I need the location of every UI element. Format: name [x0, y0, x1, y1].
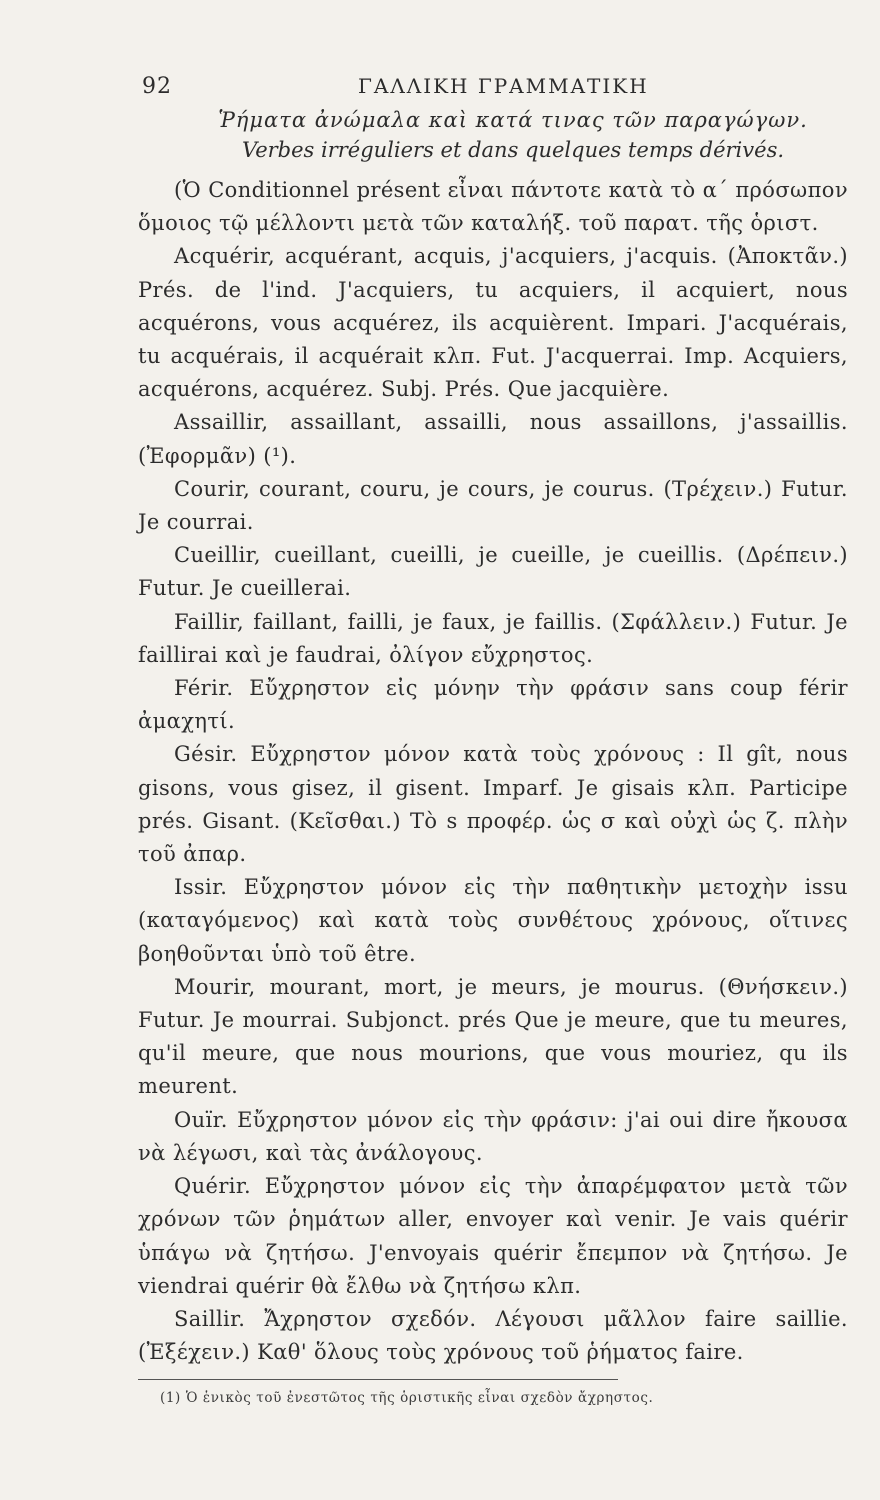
- paragraph-cueillir: Cueillir, cueillant, cueilli, je cueille, je cueillis. (Δρέπειν.) Futur. Je cueillerai.: [138, 543, 848, 601]
- paragraph-acquerir: Acquérir, acquérant, acquis, j'acquiers, j'acquis. (Ἀποκτᾶν.) Prés. de l'ind. J'acquiers, tu acquiers, il acquiert, nous acquérons, vous acquérez, ils acquièrent. Impari. J'acquérais, tu acquérais, il acquérait κλπ. Fut. J'acquerrai. Imp. Acquiers, acquérons, acquérez. Subj. Prés. Que jacquière.: [138, 244, 848, 402]
- running-title: ΓΑΛΛΙΚΗ ΓΡΑΜΜΑΤΙΚΗ: [358, 74, 649, 98]
- section-heading-greek: Ῥήματα ἀνώμαλα καὶ κατά τινας τῶν παραγώγων.: [218, 108, 808, 132]
- paragraph-querir: Quérir. Εὔχρηστον μόνον εἰς τὴν ἀπαρέμφατον μετὰ τῶν χρόνων τῶν ῥημάτων aller, envoyer καὶ venir. Je vais quérir ὑπάγω νὰ ζητήσω. J'envoyais quérir ἔπεμπον νὰ ζητήσω. Je viendrai quérir θὰ ἔλθω νὰ ζητήσω κλπ.: [138, 1174, 848, 1298]
- paragraph-gesir: Gésir. Εὔχρηστον μόνον κατὰ τοὺς χρόνους : Il gît, nous gisons, vous gisez, il gisent. Imparf. Je gisais κλπ. Participe prés. Gisant. (Κεῖσθαι.) Τὸ s προφέρ. ὡς σ καὶ οὐχὶ ὡς ζ. πλὴν τοῦ ἀπαρ.: [138, 742, 848, 867]
- paragraph-conditionnel-note: (Ὁ Conditionnel présent εἶναι πάντοτε κατὰ τὸ α΄ πρόσωπον ὅμοιος τῷ μέλλοντι μετὰ τῶν καταλήξ. τοῦ παρατ. τῆς ὁριστ.: [138, 178, 848, 236]
- paragraph-saillir: Saillir. Ἄχρηστον σχεδόν. Λέγουσι μᾶλλον faire saillie. (Ἐξέχειν.) Καθ' ὅλους τοὺς χρόνους τοῦ ῥήματος faire.: [138, 1306, 848, 1365]
- paragraph-courir: Courir, courant, couru, je cours, je courus. (Τρέχειν.) Futur. Je courrai.: [138, 476, 848, 535]
- section-heading-french: Verbes irréguliers et dans quelques temps dérivés.: [241, 138, 785, 162]
- body-text: [138, 174, 848, 1369]
- running-head: [138, 66, 848, 100]
- paragraph-ouir: Ouïr. Εὔχρηστον μόνον εἰς τὴν φράσιν: j'ai oui dire ἤκουσα νὰ λέγωσι, καὶ τὰς ἀνάλογους.: [138, 1107, 848, 1165]
- footnote-divider: [138, 1379, 618, 1380]
- paragraph-assaillir: Assaillir, assaillant, assailli, nous assaillons, j'assaillis. (Ἐφορμᾶν) (¹).: [138, 410, 848, 468]
- paragraph-mourir: Mourir, mourant, mort, je meurs, je mourus. (Θνήσκειν.) Futur. Je mourrai. Subjonct. prés Que je meure, que tu meures, qu'il meure, que nous mourions, que vous mouriez, qu ils meurent.: [138, 974, 848, 1099]
- paragraph-issir: Issir. Εὔχρηστον μόνον εἰς τὴν παθητικὴν μετοχὴν issu (καταγόμενος) καὶ κατὰ τοὺς συνθέτους χρόνους, οἵτινες βοηθοῦνται ὑπὸ τοῦ être.: [138, 875, 848, 966]
- paragraph-ferir: Férir. Εὔχρηστον εἰς μόνην τὴν φράσιν sans coup férir ἀμαχητί.: [138, 676, 848, 734]
- paragraph-faillir: Faillir, faillant, failli, je faux, je faillis. (Σφάλλειν.) Futur. Je faillirai καὶ je faudrai, ὀλίγον εὔχρηστος.: [138, 609, 848, 667]
- footnote: (1) Ὁ ἑνικὸς τοῦ ἐνεστῶτος τῆς ὁριστικῆς εἶναι σχεδὸν ἄχρηστος.: [160, 1390, 654, 1407]
- page-number: 92: [142, 74, 172, 99]
